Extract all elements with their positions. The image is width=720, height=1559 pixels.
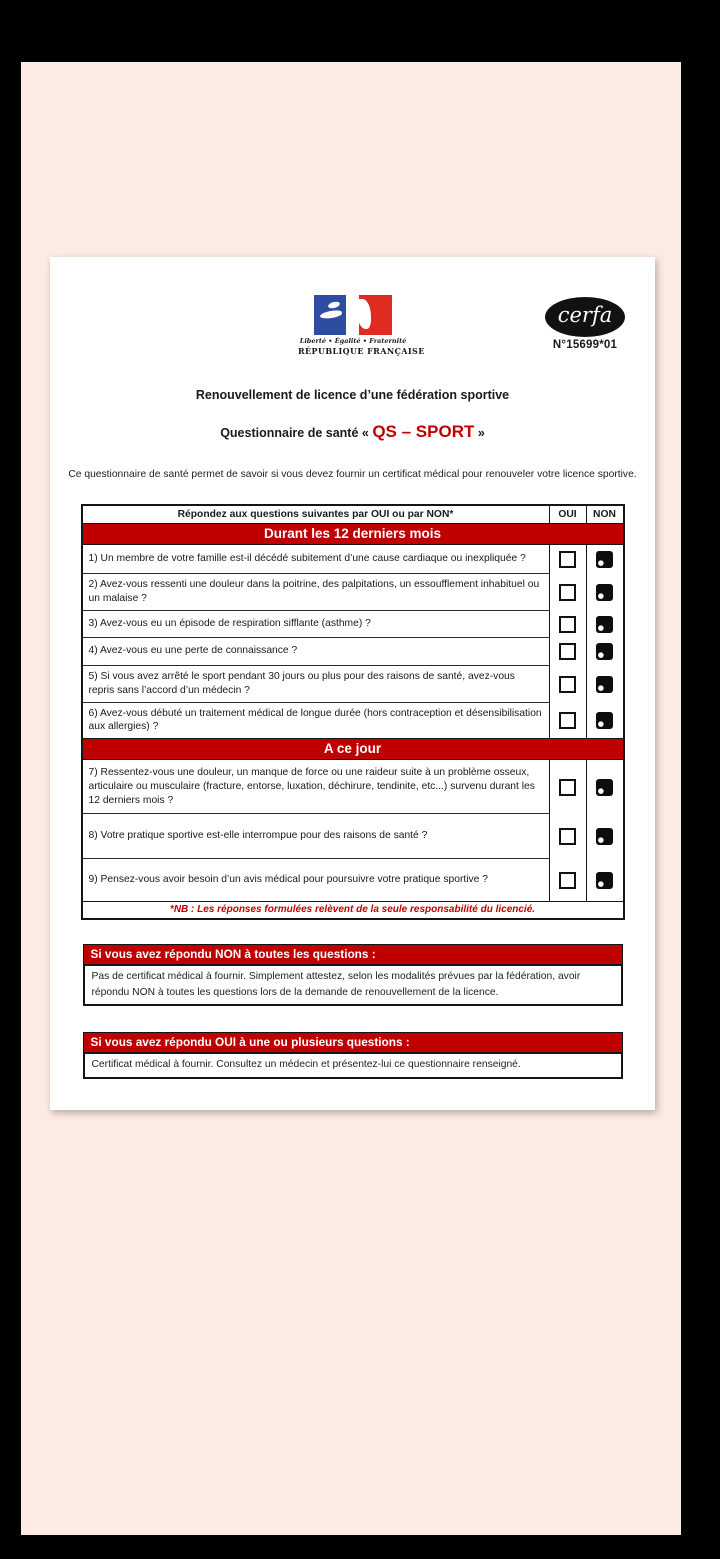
document-title: Renouvellement de licence d’une fédération sportive bbox=[195, 388, 510, 402]
question-row-1 bbox=[83, 545, 623, 574]
questionnaire-document bbox=[50, 257, 655, 1110]
non-checkbox[interactable] bbox=[596, 551, 613, 568]
french-flag-icon bbox=[314, 295, 392, 335]
oui-checkbox[interactable] bbox=[559, 584, 576, 601]
oui-cell bbox=[550, 814, 587, 859]
question-label: 1) Un membre de votre famille est-il décédé subitement d’une cause cardiaque ou inexpliquée ? bbox=[83, 545, 550, 574]
non-checkbox[interactable] bbox=[596, 584, 613, 601]
oui-checkbox[interactable] bbox=[559, 828, 576, 845]
result-box-non-body: Pas de certificat médical à fournir. Simplement attestez, selon les modalités prévues par la fédération, avoir répondu NON à toutes les questions lors de la demande de renouvellement de la licence. bbox=[83, 964, 623, 1006]
republique-francaise-logo bbox=[298, 295, 425, 356]
question-row-9 bbox=[83, 859, 623, 901]
subtitle-prefix: Questionnaire de santé « bbox=[220, 426, 373, 440]
result-box-non-title: Si vous avez répondu NON à toutes les questions : bbox=[83, 944, 623, 964]
question-label: 3) Avez-vous eu un épisode de respiration sifflante (asthme) ? bbox=[83, 611, 550, 638]
result-box-non bbox=[83, 944, 623, 1006]
subtitle-highlight: QS – SPORT bbox=[372, 422, 475, 441]
question-label: 4) Avez-vous eu une perte de connaissance ? bbox=[83, 638, 550, 666]
result-box-oui-body: Certificat médical à fournir. Consultez un médecin et présentez-lui ce questionnaire renseigné. bbox=[83, 1052, 623, 1078]
question-row-2 bbox=[83, 574, 623, 611]
oui-checkbox[interactable] bbox=[559, 676, 576, 693]
oui-cell bbox=[550, 760, 587, 814]
result-box-oui bbox=[83, 1032, 623, 1078]
oui-cell bbox=[550, 859, 587, 901]
oui-cell bbox=[550, 703, 587, 739]
cerfa-logo bbox=[530, 297, 640, 351]
cerfa-ellipse-icon bbox=[545, 297, 625, 337]
republic-name: RÉPUBLIQUE FRANÇAISE bbox=[298, 346, 425, 356]
document-header bbox=[50, 295, 655, 367]
question-label: 2) Avez-vous ressenti une douleur dans la poitrine, des palpitations, un essoufflement inhabituel ou un malaise ? bbox=[83, 574, 550, 611]
result-box-oui-title: Si vous avez répondu OUI à une ou plusieurs questions : bbox=[83, 1032, 623, 1052]
non-checkbox[interactable] bbox=[596, 779, 613, 796]
question-label: 8) Votre pratique sportive est-elle interrompue pour des raisons de santé ? bbox=[83, 814, 550, 859]
oui-checkbox[interactable] bbox=[559, 616, 576, 633]
oui-cell bbox=[550, 638, 587, 666]
non-checkbox[interactable] bbox=[596, 616, 613, 633]
non-cell bbox=[587, 859, 623, 901]
non-checkbox[interactable] bbox=[596, 828, 613, 845]
question-row-8 bbox=[83, 814, 623, 859]
oui-cell bbox=[550, 666, 587, 703]
non-cell bbox=[587, 638, 623, 666]
intro-text: Ce questionnaire de santé permet de savoir si vous devez fournir un certificat médical pour renouveler votre licence sportive. bbox=[68, 469, 637, 480]
non-cell bbox=[587, 814, 623, 859]
non-checkbox[interactable] bbox=[596, 643, 613, 660]
oui-cell bbox=[550, 611, 587, 638]
question-column-header: Répondez aux questions suivantes par OUI ou par NON* bbox=[83, 506, 550, 523]
oui-cell bbox=[550, 545, 587, 574]
section-banner-today: A ce jour bbox=[83, 738, 623, 760]
table-header-row bbox=[83, 506, 623, 523]
non-checkbox[interactable] bbox=[596, 872, 613, 889]
oui-checkbox[interactable] bbox=[559, 643, 576, 660]
non-cell bbox=[587, 666, 623, 703]
subtitle-suffix: » bbox=[474, 426, 485, 440]
oui-column-header: OUI bbox=[550, 506, 587, 523]
question-row-7 bbox=[83, 760, 623, 814]
question-label: 5) Si vous avez arrêté le sport pendant 30 jours ou plus pour des raisons de santé, avez-vous repris sans l’accord d’un médecin ? bbox=[83, 666, 550, 703]
non-checkbox[interactable] bbox=[596, 712, 613, 729]
non-checkbox[interactable] bbox=[596, 676, 613, 693]
republic-motto: Liberté • Égalité • Fraternité bbox=[299, 337, 407, 345]
cerfa-word: cerfa bbox=[557, 303, 613, 327]
non-cell bbox=[587, 703, 623, 739]
document-subtitle bbox=[50, 422, 655, 442]
health-questionnaire-table bbox=[81, 504, 625, 920]
non-cell bbox=[587, 574, 623, 611]
page-background bbox=[21, 62, 681, 1535]
question-row-4 bbox=[83, 638, 623, 666]
non-cell bbox=[587, 611, 623, 638]
question-label: 7) Ressentez-vous une douleur, un manque de force ou une raideur suite à un problème osseux, articulaire ou musculaire (fracture, entorse, luxation, déchirure, tendinite, etc...) survenu durant les 12 derniers mois ? bbox=[83, 760, 550, 814]
oui-checkbox[interactable] bbox=[559, 712, 576, 729]
oui-cell bbox=[550, 574, 587, 611]
question-row-5 bbox=[83, 666, 623, 703]
non-cell bbox=[587, 760, 623, 814]
question-label: 9) Pensez-vous avoir besoin d’un avis médical pour poursuivre votre pratique sportive ? bbox=[83, 859, 550, 901]
oui-checkbox[interactable] bbox=[559, 779, 576, 796]
oui-checkbox[interactable] bbox=[559, 872, 576, 889]
question-row-6 bbox=[83, 703, 623, 739]
table-footnote: *NB : Les réponses formulées relèvent de la seule responsabilité du licencié. bbox=[83, 901, 623, 918]
question-row-3 bbox=[83, 611, 623, 638]
non-column-header: NON bbox=[593, 509, 616, 520]
non-cell bbox=[587, 545, 623, 574]
oui-checkbox[interactable] bbox=[559, 551, 576, 568]
section-banner-12-months: Durant les 12 derniers mois bbox=[83, 523, 623, 545]
question-label: 6) Avez-vous débuté un traitement médical de longue durée (hors contraception et désensibilisation aux allergies) ? bbox=[83, 703, 550, 739]
cerfa-number: N°15699*01 bbox=[552, 339, 618, 351]
